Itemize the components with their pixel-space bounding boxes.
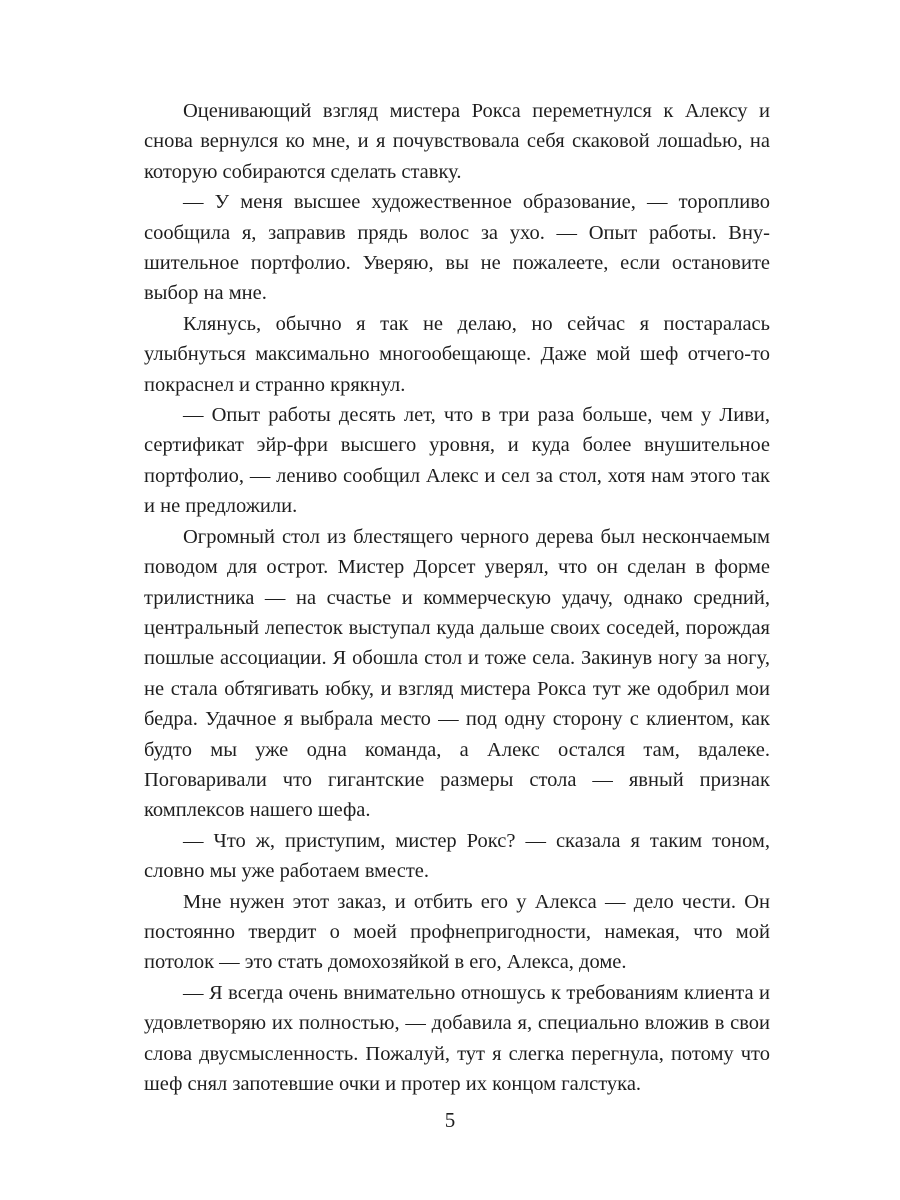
paragraph: Клянусь, обычно я так не делаю, но сейчас я постаралась улыбнуться максимально многообещающе. Даже мой шеф отчего-то покраснел и странно крякнул.	[144, 312, 770, 396]
paragraph: Огромный стол из блестящего черного дерева был нескончаемым поводом для острот. Мистер Дорсет уверял, что он сделан в форме трилистника — на счастье и коммерческую удачу, однако средний, центральный лепесток выступал куда дальше своих соседей, порождая пошлые ассоциации. Я обошла стол и тоже села. Закинув ногу за ногу, не стала обтягивать юбку, и взгляд мистера Рокса тут же одобрил мои бедра. Удачное я выбрала место — под одну сторону с клиентом, как будто мы уже одна команда, а Алекс остался там, вдалеке. Поговаривали что гигантские размеры стола — явный признак комплексов нашего шефа.	[144, 525, 770, 822]
body-text	[144, 96, 770, 1099]
page-number: 5	[444, 1108, 456, 1132]
paragraph: — Опыт работы десять лет, что в три раза больше, чем у Ливи, сертификат эйр-фри высшего уровня, и куда более внушительное портфолио, — лениво сообщил Алекс и сел за стол, хотя нам этого так и не предложили.	[144, 404, 770, 518]
paragraph: Мне нужен этот заказ, и отбить его у Алекса — дело чести. Он постоянно твердит о моей профнепригодности, намекая, что мой потолок — это стать домохозяйкой в его, Алекса, доме.	[144, 890, 770, 974]
paragraph: — У меня высшее художественное образование, — торопливо сообщила я, заправив прядь волос за ухо. — Опыт работы. Внушительное портфолио. Уверяю, вы не пожалеете, если остановите выбор на мне.	[144, 191, 770, 305]
paragraph: Оценивающий взгляд мистера Рокса переметнулся к Алексу и снова вернулся ко мне, и я почувствовала себя скаковой лошаdью, на которую собираются сделать ставку.	[144, 100, 770, 183]
paragraph: — Что ж, приступим, мистер Рокс? — сказала я таким тоном, словно мы уже работаем вместе.	[144, 829, 770, 883]
paragraph: — Я всегда очень внимательно отношусь к требованиям клиента и удовлетворяю их полностью, — добавила я, специально вложив в свои слова двусмысленность. Пожалуй, тут я слегка перегнула, потому что шеф снял запотевшие очки и протер их концом галстука.	[144, 981, 770, 1095]
